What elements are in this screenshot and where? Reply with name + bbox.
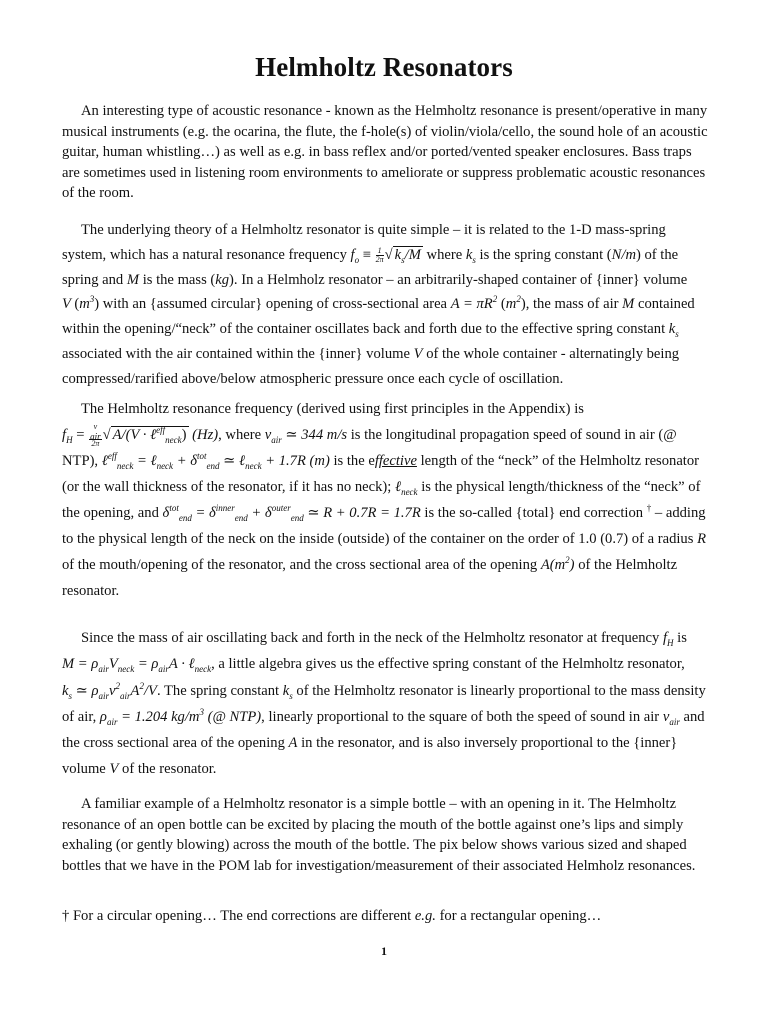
equation-vair: $v_{air}$ ≃ 344 m/s	[264, 427, 348, 445]
equation-ks: $k_s$ ≃ $\rho_{air}v^2_{air}A^2/V$	[62, 680, 157, 701]
paragraph-bottle-example-text: A familiar example of a Helmholtz resonator is a simple bottle – with an opening in it. The Helmholtz resonance of an open bottle can be excited by placing the mouth of the bottle against one’s lips and simply exhaling (or gently blowing) across the mouth of the bottle. The pix below shows various sized and shaped bottles that we have in the POM lab for investigation/measurement of their associated Helmholz resonances.	[62, 796, 696, 874]
equation-opening-area: $A(m^2)$	[540, 555, 575, 574]
equation-leff: ℓ$^{eff}_{neck}$ = ℓ$_{neck}$ + $\delta^{tot}_{end}$ ≃ ℓ$_{neck}$ + 1.7R (m)	[101, 451, 330, 472]
equation-rho-air: $\rho_{air} = 1.204$ $kg/m^3$ (@ NTP)	[99, 707, 262, 727]
equation-volume: V $(m^3)$	[62, 294, 100, 313]
footnote: † For a circular opening… The end corrections are different e.g. for a rectangular opening…	[62, 908, 602, 924]
paragraph-intro	[62, 101, 712, 204]
dagger-footnote-mark: †	[646, 503, 652, 514]
page-title: Helmholtz Resonators	[255, 52, 513, 82]
equation-end-correction: $\delta^{tot}_{end} = \delta^{inner}_{end} + \delta^{outer}_{end}$ ≃ R + 0.7R = 1.7R	[162, 503, 421, 524]
equation-mass: $M = \rho_{air}V_{neck} = \rho_{air}A$ · ℓ$_{neck}$	[62, 656, 212, 675]
paragraph-theory: The underlying theory of a Helmholtz resonator is quite simple – it is related to the 1-D mass-spring system, which has a natural resonance frequency $f_o$ ≡ $\frac{1}{2\pi}$ √ $k_s/M$ where $k_s$ is the spring constant (N/m) of the spring and M is the mass (kg). In a Helmholz resonator – an arbitrarily-shaped container of {inner} volume V $(m^3)$ with an {assumed circular} opening of cross-sectional area $A = \pi R^2$ $(m^2)$, the mass of air M contained within the opening/“neck” of the container oscillates back and forth due to the effective spring constant $k_s$ associated with the air contained within the {inner} volume V of the whole container - alternatingly being compressed/rarified above/below atmospheric pressure once each cycle of oscillation.	[62, 222, 695, 387]
page-number: 1	[381, 944, 387, 958]
paragraph-spring-constant: Since the mass of air oscillating back and forth in the neck of the Helmholtz resonator at frequency $f_H$ is $M = \rho_{air}V_{neck} = \rho_{air}A$ · ℓ$_{neck}$, a little algebra gives us the effective spring constant of the Helmholtz resonator, $k_s$ ≃ $\rho_{air}v^2_{air}A^2/V$. The spring constant $k_s$ of the Helmholtz resonator is linearly proportional to the mass density of air, $\rho_{air} = 1.204$ $kg/m^3$ (@ NTP), linearly proportional to the square of both the speed of sound in air $v_{air}$ and the cross sectional area of the opening A in the resonator, and is also inversely proportional to the {inner} volume V of the resonator.	[62, 630, 706, 778]
equation-area: $A = \pi R^2$ $(m^2)$	[450, 294, 526, 313]
equation-fH: $f_H$ = v $_{air}$ 2π √ A/(V · ℓ$^{eff}_{neck}$) (Hz)	[62, 422, 219, 449]
equation-fo: $f_o$ ≡ $\frac{1}{2\pi}$ √ $k_s/M$	[350, 245, 421, 265]
paragraph-intro-text: An interesting type of acoustic resonance - known as the Helmholtz resonance is present/operative in many musical instruments (e.g. the ocarina, the flute, the f-hole(s) of violin/viola/cello, the sound hole of an acoustic guitar, human whistling…) as well as e.g. in bass reflex and/or ported/vented speaker enclosures. Bass traps are sometimes used in listening room environments to ameliorate or suppress problematic acoustic resonances of the room.	[62, 103, 708, 201]
paragraph-bottle-example	[62, 794, 712, 876]
paragraph-resonance-frequency: The Helmholtz resonance frequency (derived using first principles in the Appendix) is $f_H$ = v $_{air}$ 2π √ A/(V · ℓ$^{eff}_{neck}$) (Hz), where $v_{air}$ ≃ 344 m/s is the longitudinal propagation speed of sound in air (@ NTP), ℓ$^{eff}_{neck}$ = ℓ$_{neck}$ + $\delta^{tot}_{end}$ ≃ ℓ$_{neck}$ + 1.7R (m) is the effective length of the “neck” of the Helmholtz resonator (or the wall thickness of the resonator, if it has no neck); ℓ$_{neck}$ is the physical length/thickness of the “neck” of the opening, and $\delta^{tot}_{end} = \delta^{inner}_{end} + \delta^{outer}_{end}$ ≃ R + 0.7R = 1.7R is the so-called {total} end correction † – adding to the physical length of the neck on the inside (outside) of the container on the order of 1.0 (0.7) of a radius R of the mouth/opening of the resonator, and the cross sectional area of the opening $A(m^2)$ of the Helmholtz resonator.	[62, 401, 706, 600]
equation-fH-inline: $f_H$	[662, 630, 674, 648]
equation-vair-inline: $v_{air}$	[662, 708, 680, 727]
equation-lneck: ℓ$_{neck}$	[394, 479, 418, 498]
